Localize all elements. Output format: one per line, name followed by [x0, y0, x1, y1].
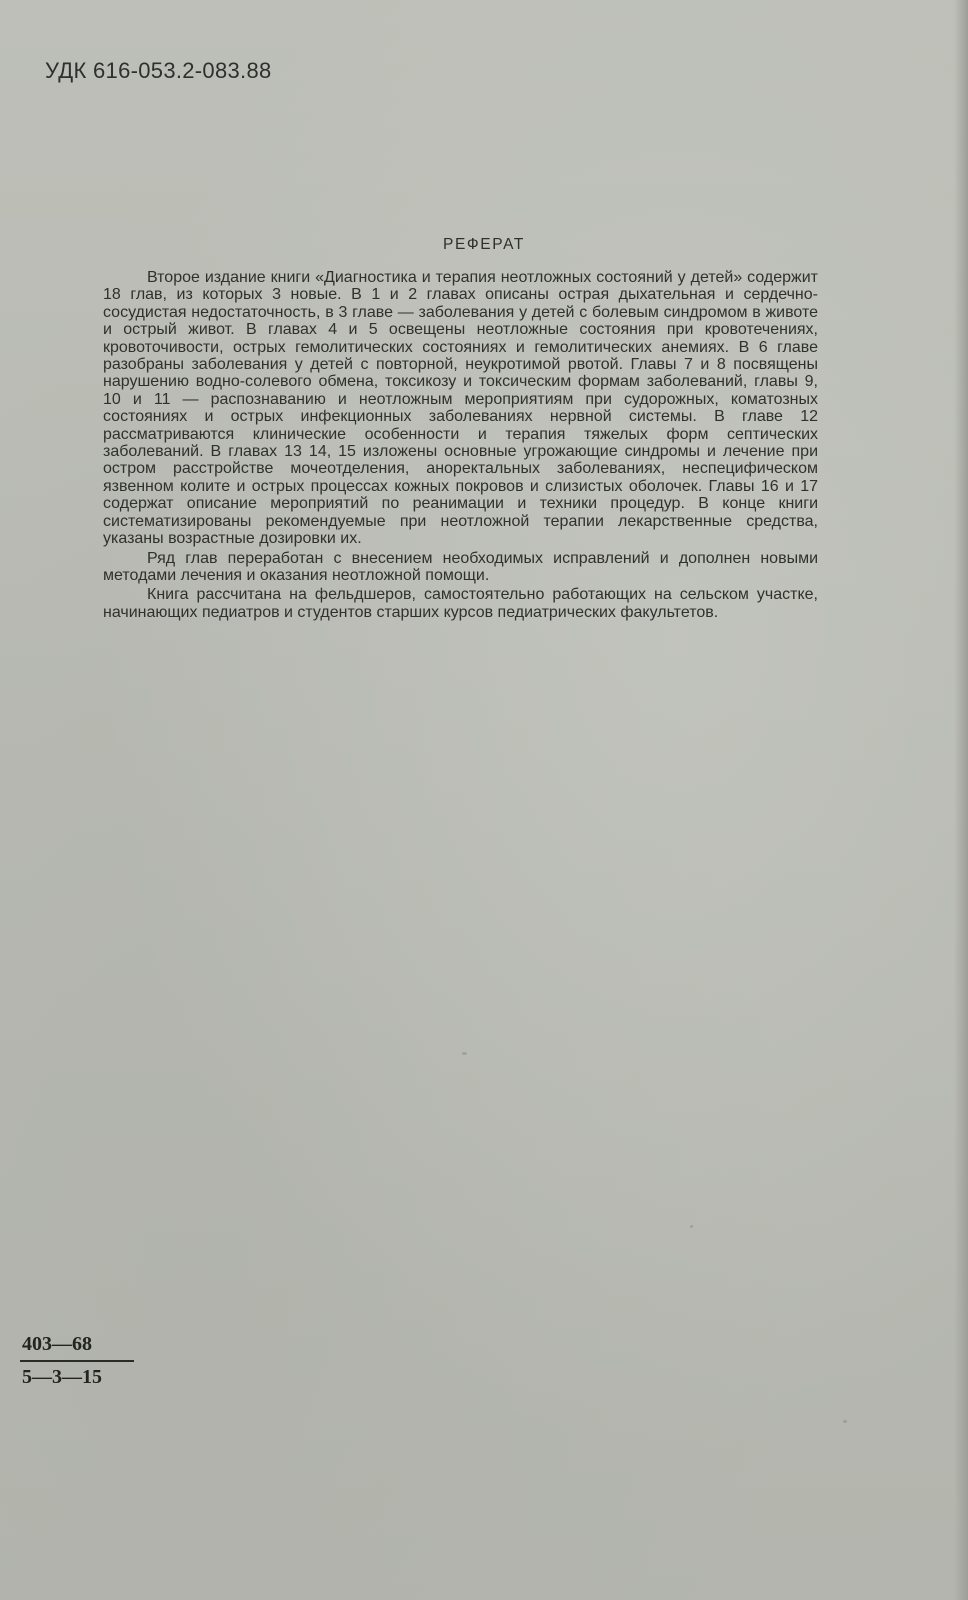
abstract-body	[103, 269, 818, 621]
abstract-paragraph: Ряд глав переработан с внесением необходимых исправлений и дополнен новыми методами лечения и оказания неотложной помощи.	[103, 549, 818, 584]
code-numerator: 403—68	[20, 1333, 134, 1362]
publication-code	[20, 1333, 138, 1389]
paper-speck	[690, 1225, 693, 1228]
abstract-heading: РЕФЕРАТ	[443, 236, 525, 253]
paper-speck	[462, 1052, 467, 1055]
abstract-paragraph: Книга рассчитана на фельдшеров, самостоятельно работающих на сельском участке, начинающих педиатров и студентов старших курсов педиатрических факультетов.	[103, 586, 818, 621]
paper-speck	[843, 1420, 847, 1423]
udk-classification: УДК 616-053.2-083.88	[45, 58, 272, 83]
code-denominator: 5—3—15	[22, 1366, 102, 1388]
abstract-paragraph: Второе издание книги «Диагностика и терапия неотложных состояний у детей» содержит 18 глав, из которых 3 новые. В 1 и 2 главах описаны острая дыхательная и сердечно-сосудистая недостаточность, в 3 главе — заболевания у детей с болевым синдромом в животе и острый живот. В главах 4 и 5 освещены неотложные состояния при кровотечениях, кровоточивости, острых гемолитических состояниях и гемолитических анемиях. В 6 главе разобраны заболевания у детей с повторной, неукротимой рвотой. Главы 7 и 8 посвящены нарушению водно-солевого обмена, токсикозу и токсическим формам заболеваний, главы 9, 10 и 11 — распознаванию и неотложным мероприятиям при судорожных, коматозных состояниях и острых инфекционных заболеваниях нервной системы. В главе 12 рассматриваются клинические особенности и терапия тяжелых форм септических заболеваний. В главах 13 14, 15 изложены основные угрожающие синдромы и лечение при остром расстройстве мочеотделения, аноректальных заболеваниях, неспецифическом язвенном колите и острых процессах кожных покровов и слизистых оболочек. Главы 16 и 17 содержат описание мероприятий по реанимации и техники процедур. В конце книги систематизированы рекомендуемые при неотложной терапии лекарственные средства, указаны возрастные дозировки их.	[103, 269, 818, 548]
